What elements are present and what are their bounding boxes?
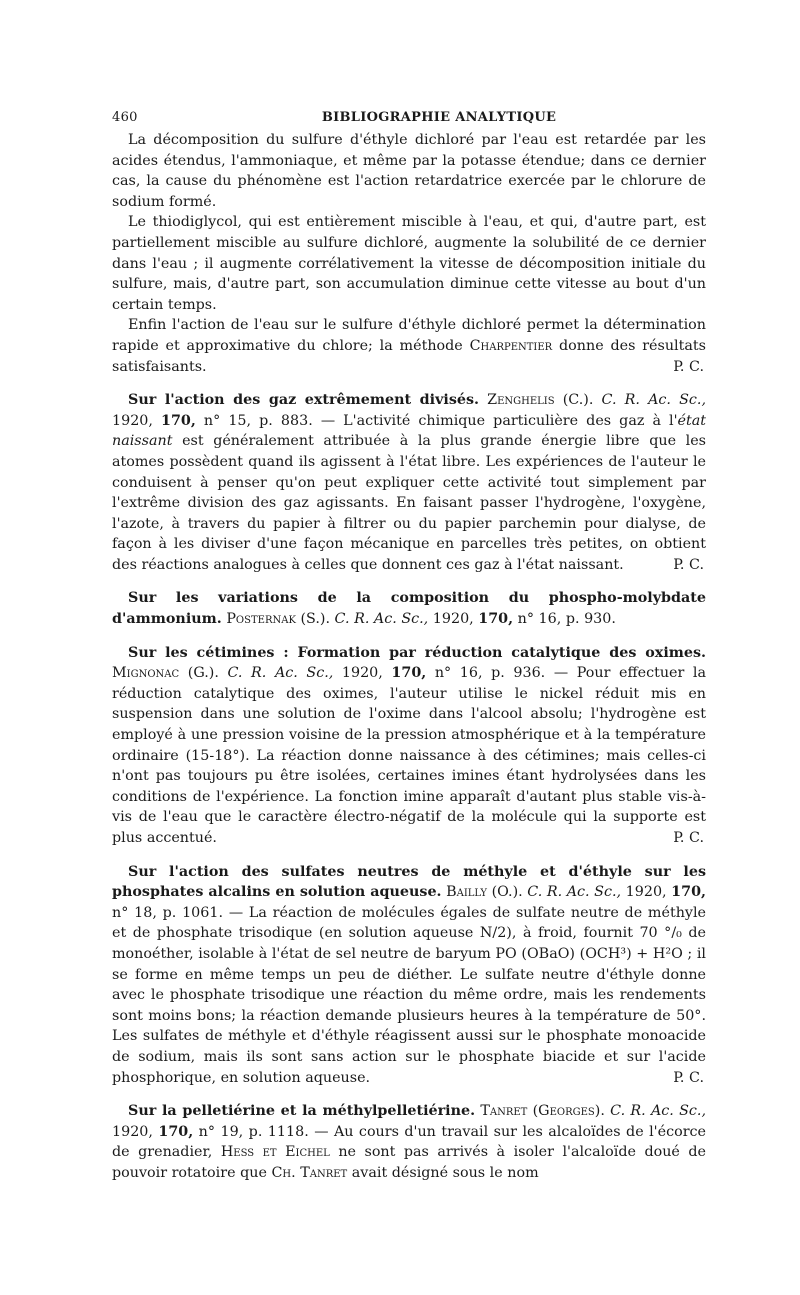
- entry-author: Zenghelis (C.).: [487, 392, 594, 409]
- entry-title: Sur l'action des sulfates neutres de méthyle et d'éthyle sur les phosphates alcalins en solution aqueuse.: [112, 863, 706, 901]
- entry-journal: C. R. Ac. Sc.,: [527, 884, 622, 901]
- signature: P. C.: [673, 830, 704, 846]
- entry-volume: 170,: [478, 611, 514, 628]
- entry-title: Sur l'action des gaz extrêmement divisés.: [128, 392, 479, 409]
- entry-volume: 170,: [671, 884, 706, 901]
- entry-volume: 170,: [161, 412, 196, 429]
- entry-author: Posternak (S.).: [226, 611, 330, 628]
- entry-journal: C. R. Ac. Sc.,: [610, 1103, 706, 1120]
- entry-title: Sur les variations de la composition du phospho-molybdate d'ammonium.: [112, 590, 706, 628]
- document-page: [112, 104, 706, 1184]
- author-name: Ch. Tanret: [271, 1164, 348, 1181]
- entry-journal: C. R. Ac. Sc.,: [601, 392, 706, 409]
- bibliography-entry: Sur les cétimines : Formation par réduction catalytique des oximes. Mignonac (G.). C. R. Ac. Sc., 1920, 170, n° 16, p. 936. — Pour effectuer la réduction catalytique des oximes, l'auteur utilise le nickel réduit mis en suspension dans une solution de l'oxime dans l'alcool absolu; l'hydrogène est employé à une pression voisine de la pression atmosphérique et à la température ordinaire (15-18°). La réaction donne naissance à des cétimines; mais celles-ci n'ont pas toujours pu être isolées, certaines imines étant hydrolysées dans les conditions de l'expérience. La fonction imine apparaît d'autant plus stable vis-à-vis de l'eau que le caractère électro-négatif de la molécule qui la supporte est plus accentué. P. C.: [112, 643, 706, 849]
- running-head: [112, 104, 706, 130]
- paragraph: La décomposition du sulfure d'éthyle dichloré par l'eau est retardée par les acides étendus, l'ammoniaque, et même par la potasse étendue; dans ce dernier cas, la cause du phénomène est l'action retardatrice exercée par le chlorure de sodium formé.: [112, 132, 706, 210]
- entry-volume: 170,: [158, 1123, 194, 1140]
- entry-journal: C. R. Ac. Sc.,: [227, 665, 334, 682]
- bibliography-entry: Sur l'action des sulfates neutres de méthyle et d'éthyle sur les phosphates alcalins en solution aqueuse. Bailly (O.). C. R. Ac. Sc., 1920, 170, n° 18, p. 1061. — La réaction de molécules égales de sulfate neutre de méthyle et de phosphate trisodique (en solution aqueuse N/2), à froid, fournit 70 °/₀ de monoéther, isolable à l'état de sel neutre de baryum PO (OBaO) (OCH³) + H²O ; il se forme en même temps un peu de diéther. Le sulfate neutre d'éthyle donne avec le phosphate trisodique une réaction du même ordre, mais les rendements sont moins bons; la réaction demande plusieurs heures à la température de 50°. Les sulfates de méthyle et d'éthyle réagissent aussi sur le phosphate monoacide de sodium, mais ils sont sans action sur le phosphate biacide et sur l'acide phosphorique, en solution aqueuse. P. C.: [112, 862, 706, 1089]
- bibliography-entry: Sur la pelletiérine et la méthylpelletiérine. Tanret (Georges). C. R. Ac. Sc., 1920, 170, n° 19, p. 1118. — Au cours d'un travail sur les alcaloïdes de l'écorce de grenadier, Hess et Eichel ne sont pas arrivés à isoler l'alcaloïde doué de pouvoir rotatoire que Ch. Tanret avait désigné sous le nom: [112, 1103, 707, 1181]
- paragraph: Le thiodiglycol, qui est entièrement miscible à l'eau, et qui, d'autre part, est partiellement miscible au sulfure dichloré, augmente la solubilité de ce dernier dans l'eau ; il augmente corrélativement la vitesse de décomposition initiale du sulfure, mais, d'autre part, son accumulation diminue cette vitesse au bout d'un certain temps.: [112, 214, 706, 313]
- page-number: 460: [112, 110, 138, 125]
- running-title: BIBLIOGRAPHIE ANALYTIQUE: [321, 110, 557, 125]
- signature: P. C.: [673, 556, 704, 573]
- signature: P. C.: [673, 358, 704, 375]
- entry-title: Sur la pelletiérine et la méthylpelletiérine.: [128, 1103, 476, 1120]
- entry-author: Mignonac (G.).: [112, 665, 219, 682]
- entry-volume: 170,: [391, 665, 427, 682]
- author-name: Hess et Eichel: [220, 1144, 330, 1161]
- bibliography-entry: Sur l'action des gaz extrêmement divisés. Zenghelis (C.). C. R. Ac. Sc., 1920, 170, n° 15, p. 883. — L'activité chimique particulière des gaz à l'état naissant est généralement attribuée à la plus grande énergie libre que les atomes possèdent quand ils agissent à l'état libre. Les expériences de l'auteur le conduisent à penser qu'on peut expliquer cette activité tout simplement par l'extrême division des gaz agissants. En faisant passer l'hydrogène, l'oxygène, l'azote, à travers du papier à filtrer ou du papier parchemin pour dialyse, de façon à les diviser d'une façon mécanique en parcelles très petites, on obtient des réactions analogues à celles que donnent ces gaz à l'état naissant. P. C.: [112, 390, 706, 575]
- entry-journal: C. R. Ac. Sc.,: [334, 611, 429, 628]
- entry-author: Tanret (Georges).: [480, 1103, 605, 1120]
- entry-author: Bailly (O.).: [446, 884, 523, 901]
- continued-entry: [112, 130, 706, 377]
- paragraph: Enfin l'action de l'eau sur le sulfure d'éthyle dichloré permet la détermination rapide et approximative du chlore; la méthode Charpentier donne des résultats satisfaisants. P. C.: [112, 315, 706, 377]
- author-name: Charpentier: [469, 337, 553, 354]
- entry-title: Sur les cétimines : Formation par réduction catalytique des oximes.: [128, 644, 706, 661]
- bibliography-entry: Sur les variations de la composition du phospho-molybdate d'ammonium. Posternak (S.). C. R. Ac. Sc., 1920, 170, n° 16, p. 930.: [112, 590, 706, 628]
- signature: P. C.: [673, 1069, 704, 1086]
